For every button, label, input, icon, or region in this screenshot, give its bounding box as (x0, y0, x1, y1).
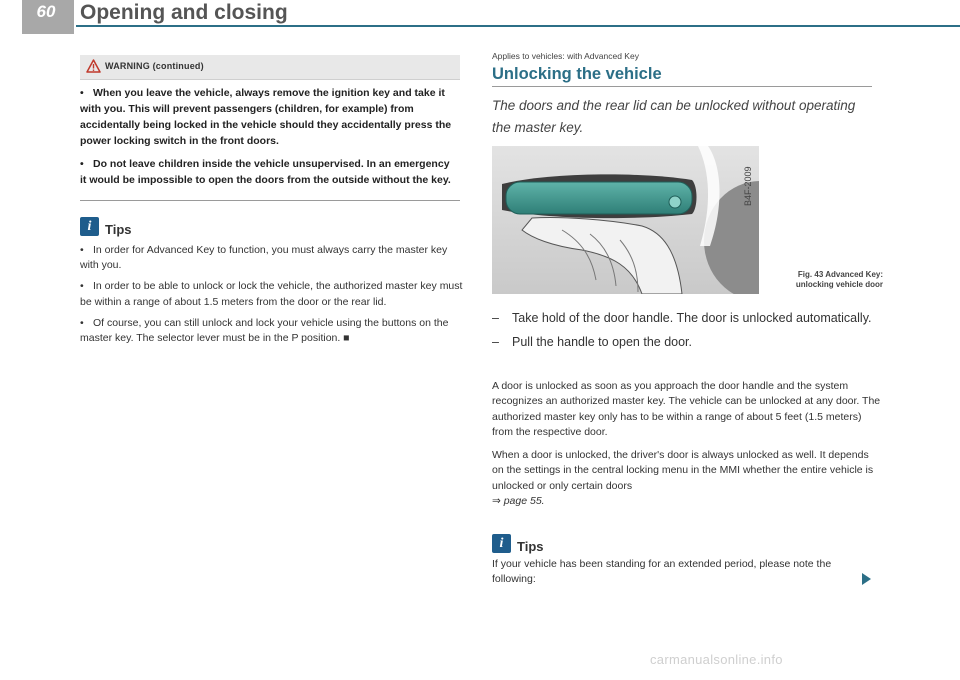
door-handle-illustration (492, 146, 759, 294)
body-paragraph: A door is unlocked as soon as you approach the door handle and the system recognizes an authorized master key. The vehicle can be unlocked at any door. The authorized master key only has to be within a range of about 5 feet (1.5 meters) from the respective door. (492, 380, 881, 438)
section-title: Opening and closing (80, 1, 288, 24)
instruction-steps (492, 309, 892, 357)
tips-text (492, 557, 877, 596)
figure-caption-text: Advanced Key: unlocking vehicle door (795, 270, 883, 289)
warning-title: WARNING (continued) (105, 61, 204, 71)
subsection-title: Unlocking the vehicle (492, 65, 662, 83)
info-icon: i (492, 534, 511, 553)
end-mark: ■ (343, 332, 350, 345)
warning-box (80, 55, 460, 201)
tip-item: • In order to be able to unlock or lock the vehicle, the authorized master key must be within a range of about 1.5 meters from the door or the rear lid. (80, 280, 463, 308)
warning-body (80, 85, 458, 195)
header-divider (76, 25, 960, 27)
figure-caption-label: Fig. 43 (797, 270, 824, 279)
info-icon: i (80, 217, 99, 236)
door-handle-figure (492, 146, 759, 294)
watermark: carmanualsonline.info (650, 652, 783, 667)
tips-list (80, 243, 465, 352)
subsection-divider (492, 86, 872, 87)
figure-id-text: B4F-2009 (743, 166, 753, 206)
tips-heading: Tips (105, 222, 132, 237)
figure-id (736, 148, 758, 210)
applies-to: Applies to vehicles: with Advanced Key (492, 51, 639, 61)
continue-arrow-icon (862, 573, 871, 585)
tips-heading: Tips (517, 539, 544, 554)
body-paragraph: When a door is unlocked, the driver's door is always unlocked as well. It depends on the settings in the central locking menu in the MMI whether the entire vehicle is unlocked or only certain doors ⇒ page 55. (492, 449, 874, 508)
tip-paragraph: If your vehicle has been standing for an extended period, please note the following: (492, 558, 832, 586)
warning-header (80, 55, 460, 80)
warning-item: • When you leave the vehicle, always remove the ignition key and take it with you. This will prevent passengers (children, for example) from accidentally being locked in the vehicle should they accidentally press the power locking switch in the front doors. (80, 87, 452, 147)
tip-item: • Of course, you can still unlock and lock your vehicle using the buttons on the master key. The selector lever must be in the P position. ■ (80, 316, 449, 345)
step-item: – Pull the handle to open the door. (492, 335, 693, 349)
page-number: 60 (36, 2, 56, 21)
figure-caption (765, 270, 883, 290)
body-text (492, 379, 882, 517)
step-item: – Take hold of the door handle. The door is unlocked automatically. (492, 311, 872, 325)
page-reference-link[interactable]: ⇒ page 55. (492, 495, 545, 508)
intro-text: The doors and the rear lid can be unlocked without operating the master key. (492, 98, 856, 135)
tip-item: • In order for Advanced Key to function, you must always carry the master key with you. (80, 244, 448, 272)
warning-triangle-icon (86, 59, 101, 73)
warning-item: • Do not leave children inside the vehicle unsupervised. In an emergency it would be impossible to open the doors from the outside without the key. (80, 158, 451, 186)
